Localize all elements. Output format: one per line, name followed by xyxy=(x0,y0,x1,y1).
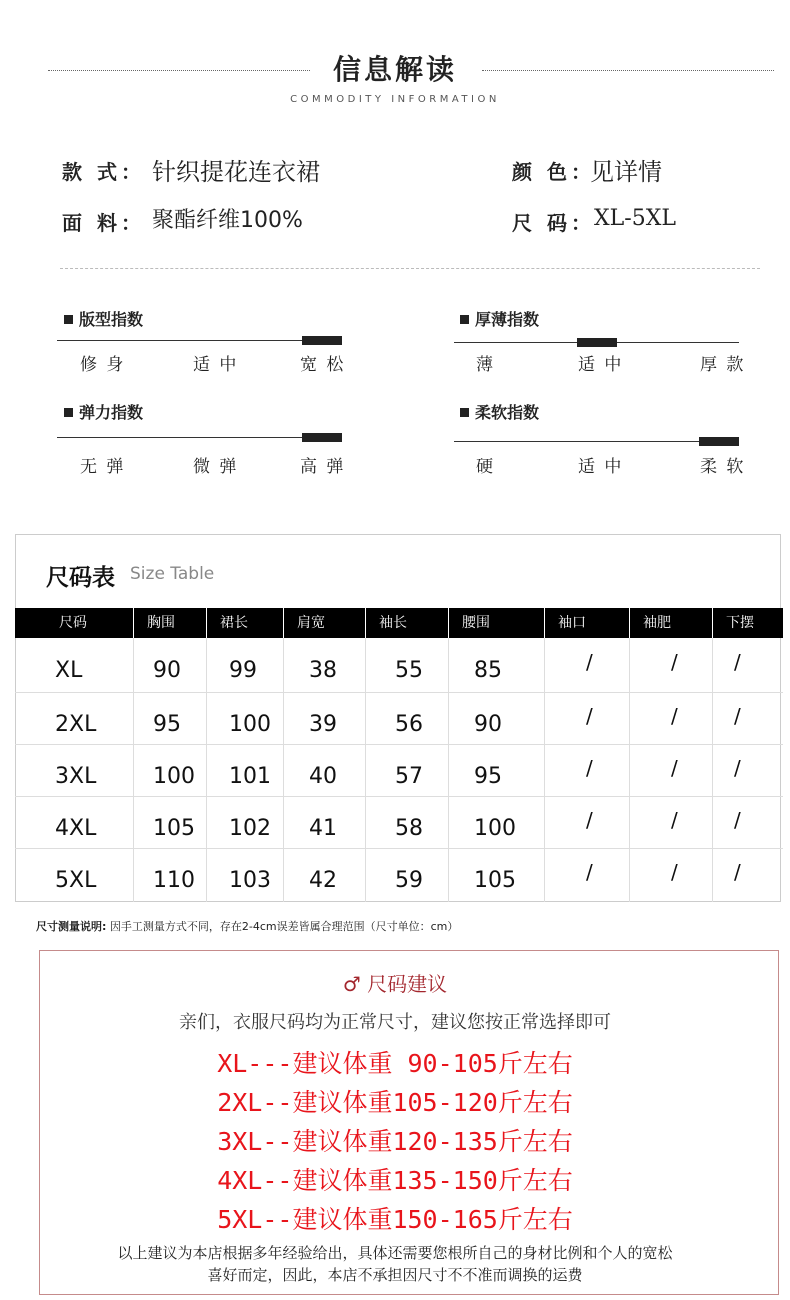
index-thickness-label-low: 薄 xyxy=(476,355,495,375)
size-table-header-cell: 尺码 xyxy=(59,615,87,631)
page-title: 信息解读 xyxy=(332,53,457,86)
size-table-header-cell: 袖肥 xyxy=(643,615,671,631)
size-table-header-cell: 胸围 xyxy=(147,615,175,631)
size-value: XL-5XL xyxy=(594,206,676,231)
index-thickness-marker xyxy=(577,338,617,347)
index-fit-title: 版型指数 xyxy=(64,307,143,330)
size-suggestion-line: 5XL--建议体重150-165斤左右 xyxy=(217,1205,573,1234)
size-table-header-cell: 肩宽 xyxy=(297,615,325,631)
size-table-cell: 85 xyxy=(474,658,502,683)
size-table-cell: 105 xyxy=(153,816,195,841)
page-subtitle: COMMODITY INFORMATION xyxy=(290,94,500,105)
info-divider xyxy=(60,268,760,269)
size-table-header-separator xyxy=(206,608,207,638)
size-table-header-separator xyxy=(133,608,134,638)
size-table-cell: / xyxy=(586,650,593,674)
size-table-cell: / xyxy=(671,756,678,780)
size-table-header-separator xyxy=(365,608,366,638)
size-table-row-line xyxy=(15,692,783,693)
size-table-header xyxy=(15,608,783,638)
size-table-header-separator xyxy=(712,608,713,638)
size-table-cell: 40 xyxy=(309,764,337,789)
index-thickness-title: 厚薄指数 xyxy=(460,307,539,330)
size-table-cell: 100 xyxy=(229,712,271,737)
size-table-size-cell: 3XL xyxy=(55,764,97,789)
size-table-size-cell: 2XL xyxy=(55,712,97,737)
size-table-cell: 56 xyxy=(395,712,423,737)
index-fit-label-mid: 适 中 xyxy=(193,355,239,375)
index-thickness-label-mid: 适 中 xyxy=(578,355,624,375)
size-table-column-line xyxy=(206,638,207,902)
style-value: 针织提花连衣裙 xyxy=(152,158,320,186)
size-table-cell: / xyxy=(671,650,678,674)
size-table-row-line xyxy=(15,744,783,745)
size-table-header-separator xyxy=(448,608,449,638)
size-suggestion-line: 2XL--建议体重105-120斤左右 xyxy=(217,1088,573,1117)
size-table-header-separator xyxy=(629,608,630,638)
size-suggestion-title: ♂ 尺码建议 xyxy=(342,972,448,996)
fabric-label: 面 料： xyxy=(62,211,145,235)
size-table-cell: 105 xyxy=(474,868,516,893)
size-table-row-line xyxy=(15,796,783,797)
size-table-cell: 103 xyxy=(229,868,271,893)
size-table-column-line xyxy=(365,638,366,902)
index-elasticity-label-low: 无 弹 xyxy=(80,457,126,477)
size-table-cell: / xyxy=(671,860,678,884)
color-value: 见详情 xyxy=(590,158,662,186)
size-table-cell: / xyxy=(734,756,741,780)
size-table-cell: 95 xyxy=(153,712,181,737)
size-table-column-line xyxy=(448,638,449,902)
size-table-cell: / xyxy=(586,808,593,832)
size-table-cell: / xyxy=(734,704,741,728)
index-elasticity-track xyxy=(57,437,342,438)
size-table-cell: 38 xyxy=(309,658,337,683)
index-softness-label-low: 硬 xyxy=(476,457,495,477)
size-table-cell: / xyxy=(734,860,741,884)
index-fit-marker xyxy=(302,336,342,345)
index-elasticity-label-mid: 微 弹 xyxy=(193,457,239,477)
square-bullet-icon xyxy=(64,315,73,324)
size-table-cell: 100 xyxy=(153,764,195,789)
size-table-header-cell: 腰围 xyxy=(462,615,490,631)
size-table-cell: / xyxy=(586,704,593,728)
size-table-cell: 59 xyxy=(395,868,423,893)
index-softness-label-mid: 适 中 xyxy=(578,457,624,477)
index-softness-title: 柔软指数 xyxy=(460,400,539,423)
size-table-cell: 57 xyxy=(395,764,423,789)
size-table-column-line xyxy=(133,638,134,902)
index-softness-track xyxy=(454,441,739,442)
square-bullet-icon xyxy=(460,408,469,417)
size-table-size-cell: XL xyxy=(55,658,83,683)
square-bullet-icon xyxy=(64,408,73,417)
fabric-value: 聚酯纤维100% xyxy=(152,208,303,233)
size-table-cell: 58 xyxy=(395,816,423,841)
size-suggestion-footer: 以上建议为本店根据多年经验给出，具体还需要您根所自己的身材比例和个人的宽松 xyxy=(117,1244,673,1262)
size-suggestion-line: 4XL--建议体重135-150斤左右 xyxy=(217,1166,573,1195)
index-thickness-label-high: 厚 款 xyxy=(700,355,746,375)
size-table-title-en: Size Table xyxy=(130,564,215,584)
size-suggestion-subtitle: 亲们，衣服尺码均为正常尺寸，建议您按正常选择即可 xyxy=(179,1012,611,1033)
color-label: 颜 色： xyxy=(512,160,595,184)
size-table-cell: 90 xyxy=(153,658,181,683)
size-table-row-line xyxy=(15,848,783,849)
size-table-size-cell: 4XL xyxy=(55,816,97,841)
size-table-cell: 55 xyxy=(395,658,423,683)
size-table-cell: 90 xyxy=(474,712,502,737)
measurement-note: 尺寸测量说明: 因手工测量方式不同，存在2-4cm误差皆属合理范围（尺寸单位：cm） xyxy=(36,920,459,933)
size-table-size-cell: 5XL xyxy=(55,868,97,893)
size-table-cell: 102 xyxy=(229,816,271,841)
size-suggestion-line: XL---建议体重 90-105斤左右 xyxy=(217,1049,573,1078)
index-fit-label-high: 宽 松 xyxy=(300,355,346,375)
style-label: 款 式： xyxy=(62,160,145,184)
size-table-cell: / xyxy=(586,860,593,884)
size-table-header-separator xyxy=(283,608,284,638)
index-fit-label-low: 修 身 xyxy=(80,355,126,375)
index-elasticity-label-high: 高 弹 xyxy=(300,457,346,477)
size-table-cell: / xyxy=(586,756,593,780)
size-table-cell: 95 xyxy=(474,764,502,789)
size-table-column-line xyxy=(712,638,713,902)
size-table-column-line xyxy=(629,638,630,902)
index-fit-track xyxy=(57,340,342,341)
size-table-cell: / xyxy=(734,650,741,674)
size-table-cell: 101 xyxy=(229,764,271,789)
size-label: 尺 码： xyxy=(512,211,595,235)
size-table-cell: 39 xyxy=(309,712,337,737)
size-table-column-line xyxy=(544,638,545,902)
size-table-column-line xyxy=(283,638,284,902)
size-table-cell: / xyxy=(671,704,678,728)
size-table-cell: / xyxy=(734,808,741,832)
index-elasticity-marker xyxy=(302,433,342,442)
size-suggestion-footer: 喜好而定，因此，本店不承担因尺寸不不准而调换的运费 xyxy=(207,1266,583,1284)
index-softness-marker xyxy=(699,437,739,446)
size-table-header-cell: 袖口 xyxy=(558,615,586,631)
index-softness-label-high: 柔 软 xyxy=(700,457,746,477)
size-suggestion-line: 3XL--建议体重120-135斤左右 xyxy=(217,1127,573,1156)
size-table-cell: 41 xyxy=(309,816,337,841)
index-elasticity-title: 弹力指数 xyxy=(64,400,143,423)
size-table-header-cell: 下摆 xyxy=(726,615,754,631)
size-table-cell: 110 xyxy=(153,868,195,893)
size-table-cell: 42 xyxy=(309,868,337,893)
size-table-cell: 99 xyxy=(229,658,257,683)
square-bullet-icon xyxy=(460,315,469,324)
size-table-cell: 100 xyxy=(474,816,516,841)
size-table-cell: / xyxy=(671,808,678,832)
size-table-title: 尺码表 xyxy=(46,565,115,591)
size-table-header-cell: 裙长 xyxy=(220,615,248,631)
size-table-header-separator xyxy=(544,608,545,638)
size-table-header-cell: 袖长 xyxy=(379,615,407,631)
